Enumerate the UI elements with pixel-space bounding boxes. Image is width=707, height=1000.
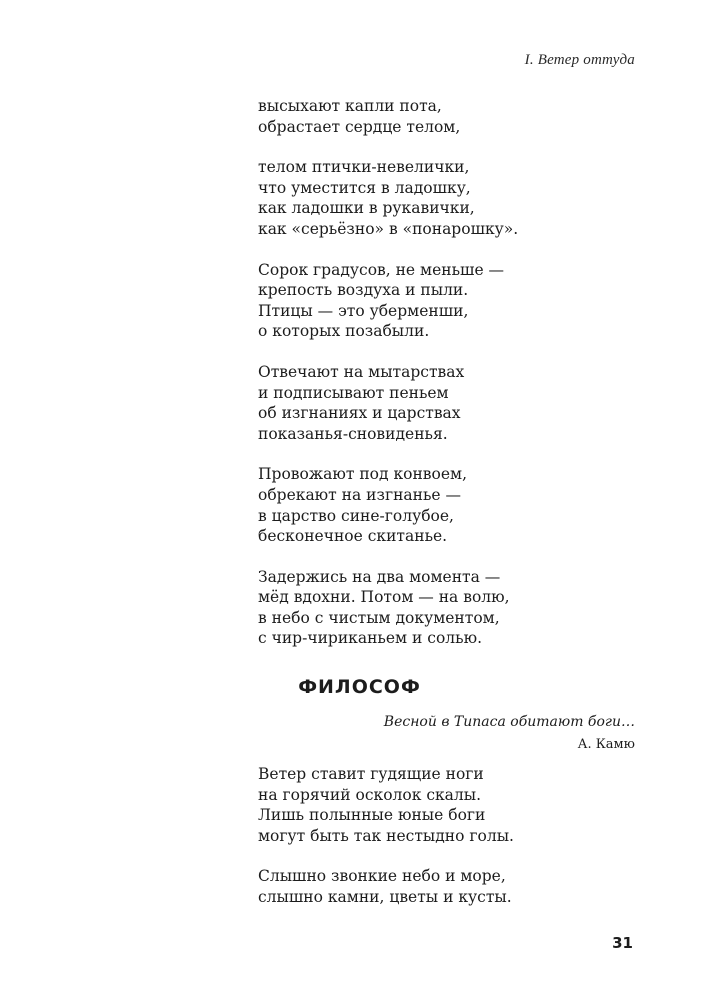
poem-line: бесконечное скитанье. [258, 527, 448, 546]
epigraph-text: Весной в Типаса обитают боги… [383, 714, 635, 730]
poem-line: телом птички-невелички, [258, 158, 470, 177]
stanza [258, 157, 658, 239]
poem-line: слышно камни, цветы и кусты. [258, 887, 512, 906]
poem-line: что уместится в ладошку, [258, 178, 471, 197]
stanza [258, 260, 658, 342]
poem-line: показанья-сновиденья. [258, 424, 448, 443]
running-head: I. Ветер оттуда [524, 52, 635, 68]
poem-line: крепость воздуха и пыли. [258, 281, 469, 300]
poem-line: Лишь полынные юные боги [258, 806, 486, 825]
poem-line: высыхают капли пота, [258, 97, 442, 115]
poem-line: Слышно звонкие небо и море, [258, 867, 506, 886]
epigraph [384, 712, 635, 755]
poem-previous-continuation [258, 96, 658, 669]
poem-line: и подписывают пеньем [258, 383, 449, 402]
poem-line: как ладошки в рукавички, [258, 199, 475, 218]
poem-line: об изгнаниях и царствах [258, 404, 461, 423]
stanza [258, 866, 658, 907]
stanza [258, 362, 658, 444]
stanza [258, 764, 658, 846]
poem-line: обрекают на изгнанье — [258, 485, 462, 504]
poem-line: с чир-чириканьем и солью. [258, 629, 483, 648]
poem-line: Птицы — это уберменши, [258, 301, 469, 320]
stanza [258, 96, 658, 137]
poem-philosopher [258, 764, 658, 928]
stanza [258, 464, 658, 546]
poem-line: о которых позабыли. [258, 322, 430, 341]
poem-line: Ветер ставит гудящие ноги [258, 765, 484, 783]
page-number: 31 [612, 934, 633, 952]
poem-line: мёд вдохни. Потом — на волю, [258, 588, 510, 607]
poem-line: на горячий осколок скалы. [258, 785, 482, 804]
poem-line: Провожают под конвоем, [258, 465, 468, 484]
poem-line: Сорок градусов, не меньше — [258, 260, 505, 279]
poem-line: могут быть так нестыдно голы. [258, 826, 514, 845]
poem-line: в небо с чистым документом, [258, 608, 500, 627]
stanza [258, 567, 658, 649]
poem-line: Задержись на два момента — [258, 567, 501, 586]
section-title: ФИЛОСОФ [298, 676, 421, 698]
epigraph-author: А. Камю [577, 737, 635, 752]
poem-line: в царство сине-голубое, [258, 506, 454, 525]
poem-line: Отвечают на мытарствах [258, 362, 465, 381]
poem-line: обрастает сердце телом, [258, 117, 461, 136]
poem-line: как «серьёзно» в «понарошку». [258, 219, 519, 238]
